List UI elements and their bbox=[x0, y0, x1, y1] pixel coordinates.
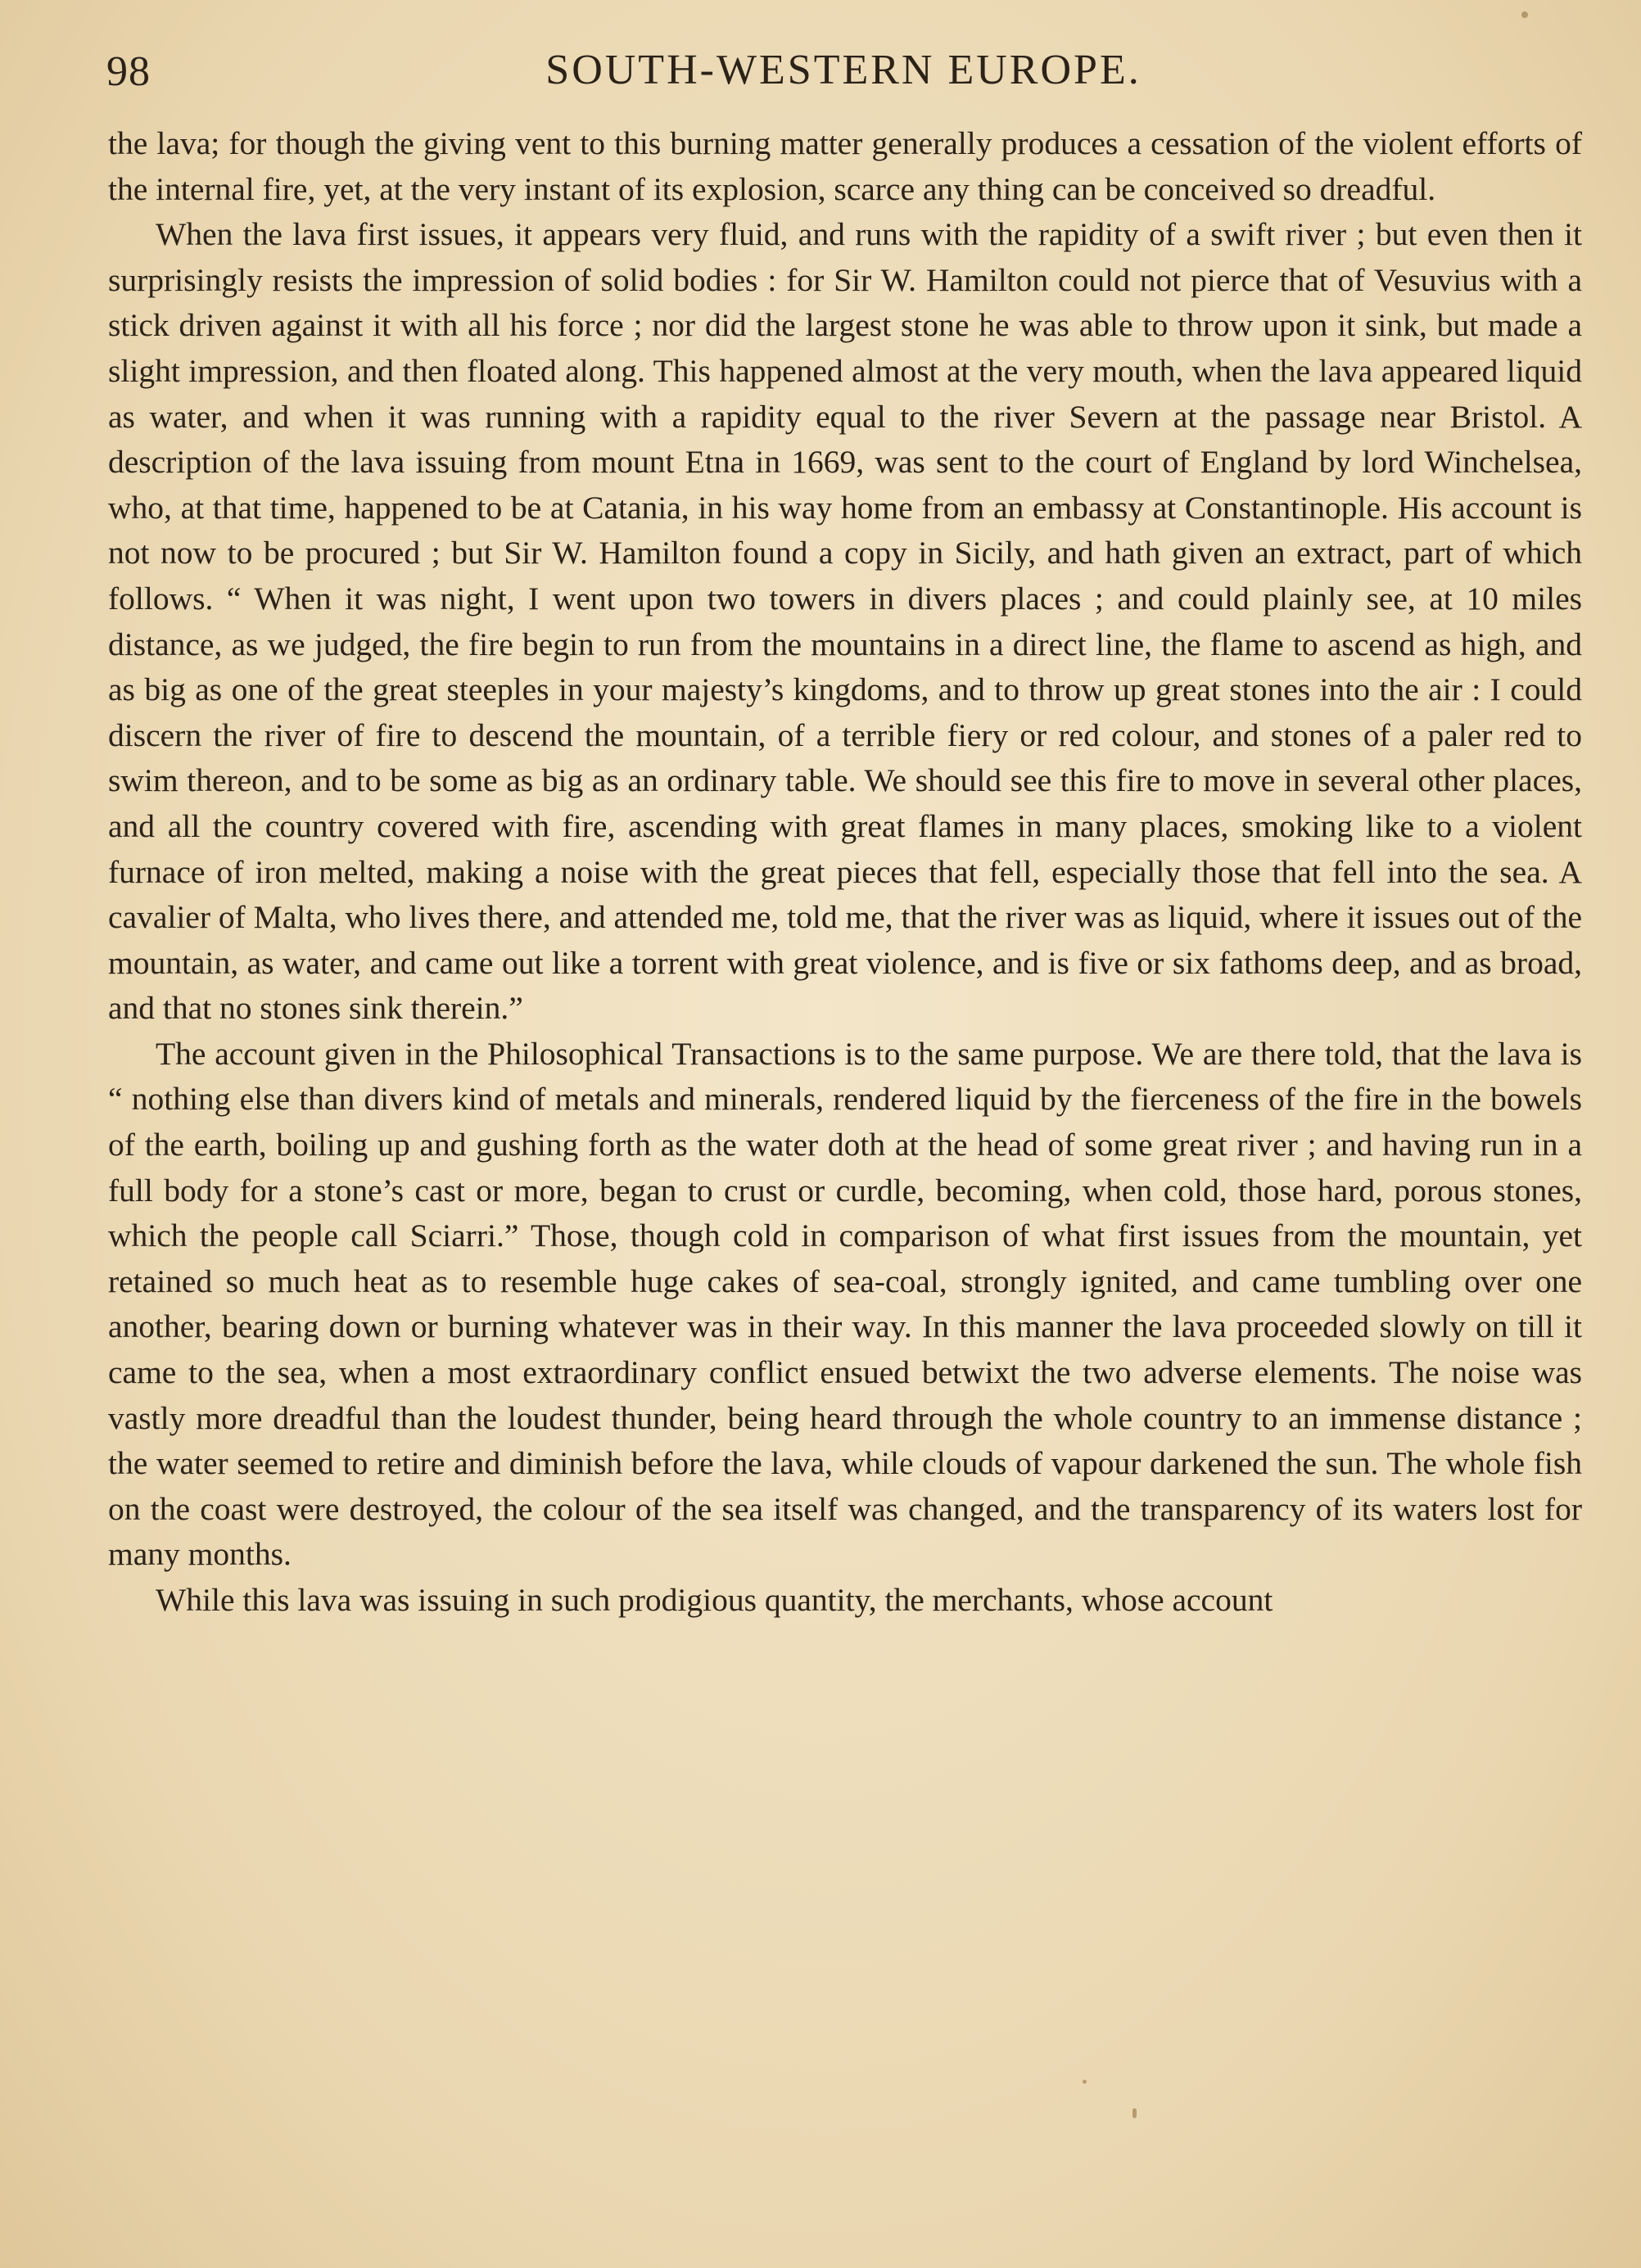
body-text bbox=[108, 121, 1582, 1624]
paragraph-merchants: While this lava was issuing in such prodigious quantity, the merchants, whose account bbox=[156, 1582, 1273, 1618]
paragraph-philosophical-transactions: The account given in the Philosophical Transactions is to the same purpose. We are there told, that the lava is “ nothing else than divers kind of metals and minerals, rendered liquid by the fierceness of the fire in the bowels of the earth, boiling up and gushing forth as the water doth at the head of some great river ; and having run in a full body for a stone’s cast or more, began to crust or curdle, becoming, when cold, those hard, porous stones, which the people call Sciarri.” Those, though cold in comparison of what first issues from the mountain, yet retained so much heat as to resemble huge cakes of sea-coal, strongly ignited, and came tumbling over one another, bearing down or burning whatever was in their way. In this manner the lava proceeded slowly on till it came to the sea, when a most extraordinary conflict ensued betwixt the two adverse elements. The noise was vastly more dreadful than the loudest thunder, being heard through the whole country to an immense distance ; the water seemed to retire and diminish before the lava, while clouds of vapour darkened the sun. The whole fish on the coast were destroyed, the colour of the sea itself was changed, and the transparency of its waters lost for many months. bbox=[108, 1035, 1582, 1573]
paper-speck bbox=[1083, 2080, 1087, 2084]
page-number: 98 bbox=[106, 48, 151, 95]
page-header bbox=[106, 39, 1580, 105]
running-head: SOUTH-WESTERN EUROPE. bbox=[545, 47, 1141, 93]
paper-speck bbox=[1521, 11, 1528, 18]
paragraph-lava-dreadful: the lava; for though the giving vent to this burning matter generally produces a cessation of the violent efforts of the internal fire, yet, at the very instant of its explosion, scarce any thing can be conceived so dreadful. bbox=[108, 125, 1582, 207]
paragraph-lava-issues: When the lava first issues, it appears very fluid, and runs with the rapidity of a swift river ; but even then it surprisingly resists the impression of solid bodies : for Sir W. Hamilton could not pierce that of Vesuvius with a stick driven against it with all his force ; nor did the largest stone he was able to throw upon it sink, but made a slight impression, and then floated along. This happened almost at the very mouth, when the lava appeared liquid as water, and when it was running with a rapidity equal to the river Severn at the passage near Bristol. A description of the lava issuing from mount Etna in 1669, was sent to the court of England by lord Winchelsea, who, at that time, happened to be at Catania, in his way home from an embassy at Constantinople. His account is not now to be procured ; but Sir W. Hamilton found a copy in Sicily, and hath given an extract, part of which follows. “ When it was night, I went upon two towers in divers places ; and could plainly see, at 10 miles distance, as we judged, the fire begin to run from the mountains in a direct line, the flame to ascend as high, and as big as one of the great steeples in your majesty’s kingdoms, and to throw up great stones into the air : I could discern the river of fire to descend the mountain, of a terrible fiery or red colour, and stones of a paler red to swim thereon, and to be some as big as an ordinary table. We should see this fire to move in several other places, and all the country covered with fire, ascending with great flames in many places, smoking like to a violent furnace of iron melted, making a noise with the great pieces that fell, especially those that fell into the sea. A cavalier of Malta, who lives there, and attended me, told me, that the river was as liquid, where it issues out of the mountain, as water, and came out like a torrent with great violence, and is five or six fathoms deep, and as broad, and that no stones sink therein.” bbox=[108, 216, 1583, 1027]
paper-speck bbox=[1132, 2108, 1137, 2118]
